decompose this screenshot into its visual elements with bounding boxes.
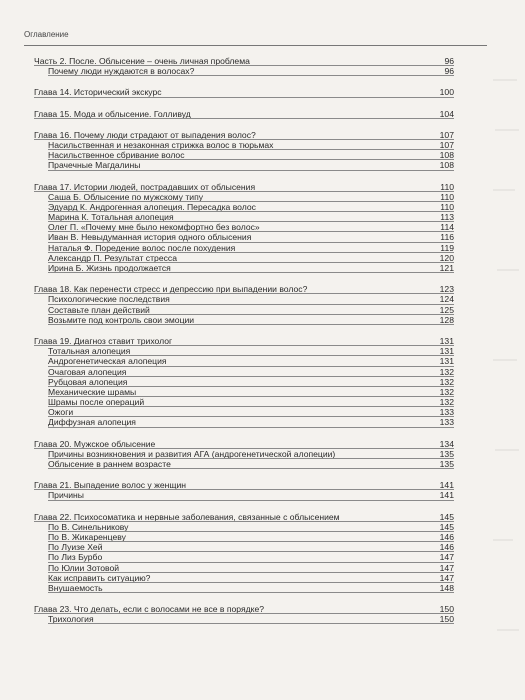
toc-entry-page: 108 bbox=[439, 160, 454, 171]
toc-entry-title: Трихология bbox=[48, 614, 94, 625]
toc-section-entry[interactable] bbox=[34, 417, 454, 427]
toc-entry-page: 132 bbox=[439, 386, 454, 397]
toc-entry-page: 148 bbox=[439, 582, 454, 593]
toc-entry-title: Очаговая алопеция bbox=[48, 366, 127, 377]
toc-section-entry[interactable] bbox=[34, 66, 454, 76]
toc-entry-underline bbox=[48, 592, 454, 593]
toc-entry-title: Диффузная алопеция bbox=[48, 417, 136, 428]
group-spacer bbox=[34, 171, 454, 182]
toc-section-entry[interactable] bbox=[34, 459, 454, 469]
toc-entry-page: 141 bbox=[439, 480, 454, 491]
toc-section-entry[interactable] bbox=[34, 294, 454, 304]
group-spacer bbox=[34, 273, 454, 284]
toc-entry-underline bbox=[34, 118, 454, 119]
toc-entry-page: 133 bbox=[439, 407, 454, 418]
toc-section-entry[interactable] bbox=[34, 140, 454, 150]
toc-entry-title: Шрамы после операций bbox=[48, 397, 145, 408]
toc-section-entry[interactable] bbox=[34, 522, 454, 532]
toc-entry-title: Как исправить ситуацию? bbox=[48, 572, 151, 583]
toc-entry-page: 146 bbox=[439, 531, 454, 542]
toc-entry-title: По Лиз Бурбо bbox=[48, 552, 103, 563]
toc-entry-title: Тотальная алопеция bbox=[48, 346, 131, 357]
toc-chapter-entry[interactable] bbox=[34, 130, 454, 140]
toc-entry-title: Часть 2. После. Облысение – очень личная проблема bbox=[34, 56, 250, 66]
toc-entry-title: Психологические последствия bbox=[48, 294, 170, 305]
toc-section-entry[interactable] bbox=[34, 232, 454, 242]
toc-entry-page: 96 bbox=[444, 66, 454, 77]
toc-entry-title: Насильственное сбривание волос bbox=[48, 150, 185, 161]
toc-entry-title: Глава 21. Выпадение волос у женщин bbox=[34, 480, 186, 491]
toc-section-entry[interactable] bbox=[34, 305, 454, 315]
toc-chapter-entry[interactable] bbox=[34, 182, 454, 192]
toc-section-entry[interactable] bbox=[34, 490, 454, 500]
toc-entry-page: 107 bbox=[439, 139, 454, 150]
toc-entry-page: 145 bbox=[439, 511, 454, 522]
toc-entry-page: 110 bbox=[440, 191, 454, 202]
group-spacer bbox=[34, 469, 454, 480]
toc-entry-title: Глава 16. Почему люди страдают от выпадения волос? bbox=[34, 129, 256, 140]
toc-chapter-entry[interactable] bbox=[34, 336, 454, 346]
toc-section-entry[interactable] bbox=[34, 263, 454, 273]
group-spacer bbox=[34, 428, 454, 439]
toc-section-entry[interactable] bbox=[34, 367, 454, 377]
toc-entry-underline bbox=[48, 75, 454, 76]
toc-entry-title: Марина К. Тотальная алопеция bbox=[48, 212, 174, 223]
toc-entry-page: 150 bbox=[439, 614, 454, 625]
toc-entry-title: Глава 23. Что делать, если с волосами не все в порядке? bbox=[34, 604, 265, 615]
toc-entry-page: 147 bbox=[439, 562, 454, 573]
toc-section-entry[interactable] bbox=[34, 573, 454, 583]
toc-section-entry[interactable] bbox=[34, 315, 454, 325]
toc-entry-page: 131 bbox=[439, 335, 454, 346]
toc-entry-underline bbox=[34, 97, 454, 98]
toc-section-entry[interactable] bbox=[34, 377, 454, 387]
toc-entry-title: Глава 22. Психосоматика и нервные заболевания, связанные с облысением bbox=[34, 511, 340, 522]
table-of-contents bbox=[34, 56, 454, 624]
toc-entry-title: Глава 14. Исторический экскурс bbox=[34, 87, 162, 98]
toc-entry-title: Прачечные Магдалины bbox=[48, 160, 141, 171]
toc-entry-title: Механические шрамы bbox=[48, 386, 137, 397]
toc-entry-title: Саша Б. Облысение по мужскому типу bbox=[48, 191, 204, 202]
toc-chapter-entry[interactable] bbox=[34, 480, 454, 490]
toc-entry-page: 108 bbox=[439, 150, 454, 161]
toc-section-entry[interactable] bbox=[34, 192, 454, 202]
toc-entry-page: 146 bbox=[439, 542, 454, 553]
toc-chapter-entry[interactable] bbox=[34, 109, 454, 119]
toc-entry-underline bbox=[48, 623, 454, 624]
toc-entry-title: Ирина Б. Жизнь продолжается bbox=[48, 263, 171, 273]
toc-entry-page: 119 bbox=[440, 242, 454, 253]
toc-entry-page: 113 bbox=[440, 212, 454, 223]
toc-entry-title: Почему люди нуждаются в волосах? bbox=[48, 66, 195, 77]
running-head: Оглавление bbox=[24, 30, 69, 39]
toc-section-entry[interactable] bbox=[34, 397, 454, 407]
toc-entry-page: 131 bbox=[439, 356, 454, 367]
toc-section-entry[interactable] bbox=[34, 532, 454, 542]
toc-entry-page: 110 bbox=[440, 181, 454, 192]
toc-section-entry[interactable] bbox=[34, 387, 454, 397]
toc-section-entry[interactable] bbox=[34, 222, 454, 232]
toc-entry-title: Ожоги bbox=[48, 407, 74, 418]
toc-entry-title: Внушаемость bbox=[48, 582, 103, 593]
toc-entry-page: 114 bbox=[440, 222, 454, 233]
toc-entry-page: 121 bbox=[439, 263, 454, 273]
toc-section-entry[interactable] bbox=[34, 160, 454, 170]
toc-entry-page: 134 bbox=[439, 438, 454, 449]
toc-entry-underline bbox=[48, 272, 454, 273]
toc-entry-title: Олег П. «Почему мне было некомфортно без волос» bbox=[48, 222, 260, 233]
toc-entry-title: Глава 15. Мода и облысение. Голливуд bbox=[34, 108, 191, 119]
toc-entry-page: 100 bbox=[439, 87, 454, 98]
toc-entry-title: Причины возникновения и развития АГА (андрогенетической алопеции) bbox=[48, 448, 336, 459]
toc-entry-page: 132 bbox=[439, 366, 454, 377]
toc-section-entry[interactable] bbox=[34, 583, 454, 593]
toc-entry-title: По В. Жикаренцеву bbox=[48, 531, 126, 542]
toc-section-entry[interactable] bbox=[34, 346, 454, 356]
toc-entry-title: Причины bbox=[48, 490, 84, 501]
toc-entry-page: 128 bbox=[439, 314, 454, 325]
toc-entry-page: 110 bbox=[440, 201, 454, 212]
group-spacer bbox=[34, 501, 454, 512]
toc-entry-page: 147 bbox=[439, 552, 454, 563]
toc-section-entry[interactable] bbox=[34, 407, 454, 417]
toc-entry-underline bbox=[48, 468, 454, 469]
toc-entry-underline bbox=[48, 324, 454, 325]
toc-section-entry[interactable] bbox=[34, 542, 454, 552]
toc-entry-title: Глава 17. Истории людей, пострадавших от облысения bbox=[34, 181, 256, 192]
toc-chapter-entry[interactable] bbox=[34, 512, 454, 522]
toc-entry-title: Глава 19. Диагноз ставит трихолог bbox=[34, 335, 173, 346]
toc-entry-page: 135 bbox=[439, 459, 454, 469]
toc-entry-page: 132 bbox=[439, 376, 454, 387]
toc-chapter-entry[interactable] bbox=[34, 284, 454, 294]
toc-entry-title: По Юлии Зотовой bbox=[48, 562, 120, 573]
toc-entry-title: Эдуард К. Андрогенная алопеция. Пересадка волос bbox=[48, 201, 256, 212]
toc-entry-page: 125 bbox=[439, 304, 454, 315]
toc-entry-page: 104 bbox=[439, 108, 454, 119]
toc-entry-title: Облысение в раннем возрасте bbox=[48, 459, 171, 469]
toc-entry-title: Глава 18. Как перенести стресс и депрессию при выпадении волос? bbox=[34, 284, 308, 295]
toc-entry-underline bbox=[48, 500, 454, 501]
group-spacer bbox=[34, 119, 454, 130]
toc-chapter-entry[interactable] bbox=[34, 56, 454, 66]
toc-section-entry[interactable] bbox=[34, 243, 454, 253]
toc-entry-title: Иван В. Невыдуманная история одного облысения bbox=[48, 232, 252, 243]
toc-chapter-entry[interactable] bbox=[34, 87, 454, 97]
toc-entry-title: Насильственная и незаконная стрижка волос в тюрьмах bbox=[48, 139, 274, 150]
toc-entry-title: Составьте план действий bbox=[48, 304, 150, 315]
group-spacer bbox=[34, 325, 454, 336]
toc-entry-page: 123 bbox=[439, 284, 454, 295]
header-rule bbox=[24, 45, 487, 46]
bleed-through-marks bbox=[491, 70, 521, 670]
toc-entry-title: Наталья Ф. Поредение волос после похудения bbox=[48, 242, 236, 253]
toc-section-entry[interactable] bbox=[34, 212, 454, 222]
toc-section-entry[interactable] bbox=[34, 552, 454, 562]
toc-entry-page: 141 bbox=[439, 490, 454, 501]
toc-entry-underline bbox=[48, 170, 454, 171]
toc-entry-page: 132 bbox=[439, 397, 454, 408]
toc-entry-page: 96 bbox=[444, 56, 454, 66]
toc-entry-title: По В. Синельникову bbox=[48, 521, 129, 532]
toc-entry-title: По Луизе Хей bbox=[48, 542, 103, 553]
toc-section-entry[interactable] bbox=[34, 563, 454, 573]
toc-entry-underline bbox=[48, 427, 454, 428]
toc-entry-title: Рубцовая алопеция bbox=[48, 376, 128, 387]
toc-section-entry[interactable] bbox=[34, 614, 454, 624]
toc-section-entry[interactable] bbox=[34, 356, 454, 366]
toc-entry-title: Глава 20. Мужское облысение bbox=[34, 438, 156, 449]
toc-entry-title: Возьмите под контроль свои эмоции bbox=[48, 314, 195, 325]
toc-entry-title: Александр П. Результат стресса bbox=[48, 252, 177, 263]
toc-entry-page: 133 bbox=[439, 417, 454, 428]
toc-entry-title: Андрогенетическая алопеция bbox=[48, 356, 167, 367]
toc-entry-page: 135 bbox=[439, 448, 454, 459]
toc-entry-page: 107 bbox=[439, 129, 454, 140]
toc-entry-page: 145 bbox=[439, 521, 454, 532]
group-spacer bbox=[34, 76, 454, 87]
toc-entry-page: 150 bbox=[439, 604, 454, 615]
toc-section-entry[interactable] bbox=[34, 449, 454, 459]
toc-section-entry[interactable] bbox=[34, 253, 454, 263]
toc-entry-page: 147 bbox=[439, 572, 454, 583]
toc-entry-page: 131 bbox=[439, 346, 454, 357]
toc-chapter-entry[interactable] bbox=[34, 604, 454, 614]
toc-entry-page: 124 bbox=[439, 294, 454, 305]
group-spacer bbox=[34, 98, 454, 109]
toc-chapter-entry[interactable] bbox=[34, 439, 454, 449]
group-spacer bbox=[34, 593, 454, 604]
toc-entry-page: 116 bbox=[440, 232, 454, 243]
toc-section-entry[interactable] bbox=[34, 150, 454, 160]
toc-section-entry[interactable] bbox=[34, 202, 454, 212]
toc-entry-page: 120 bbox=[439, 252, 454, 263]
